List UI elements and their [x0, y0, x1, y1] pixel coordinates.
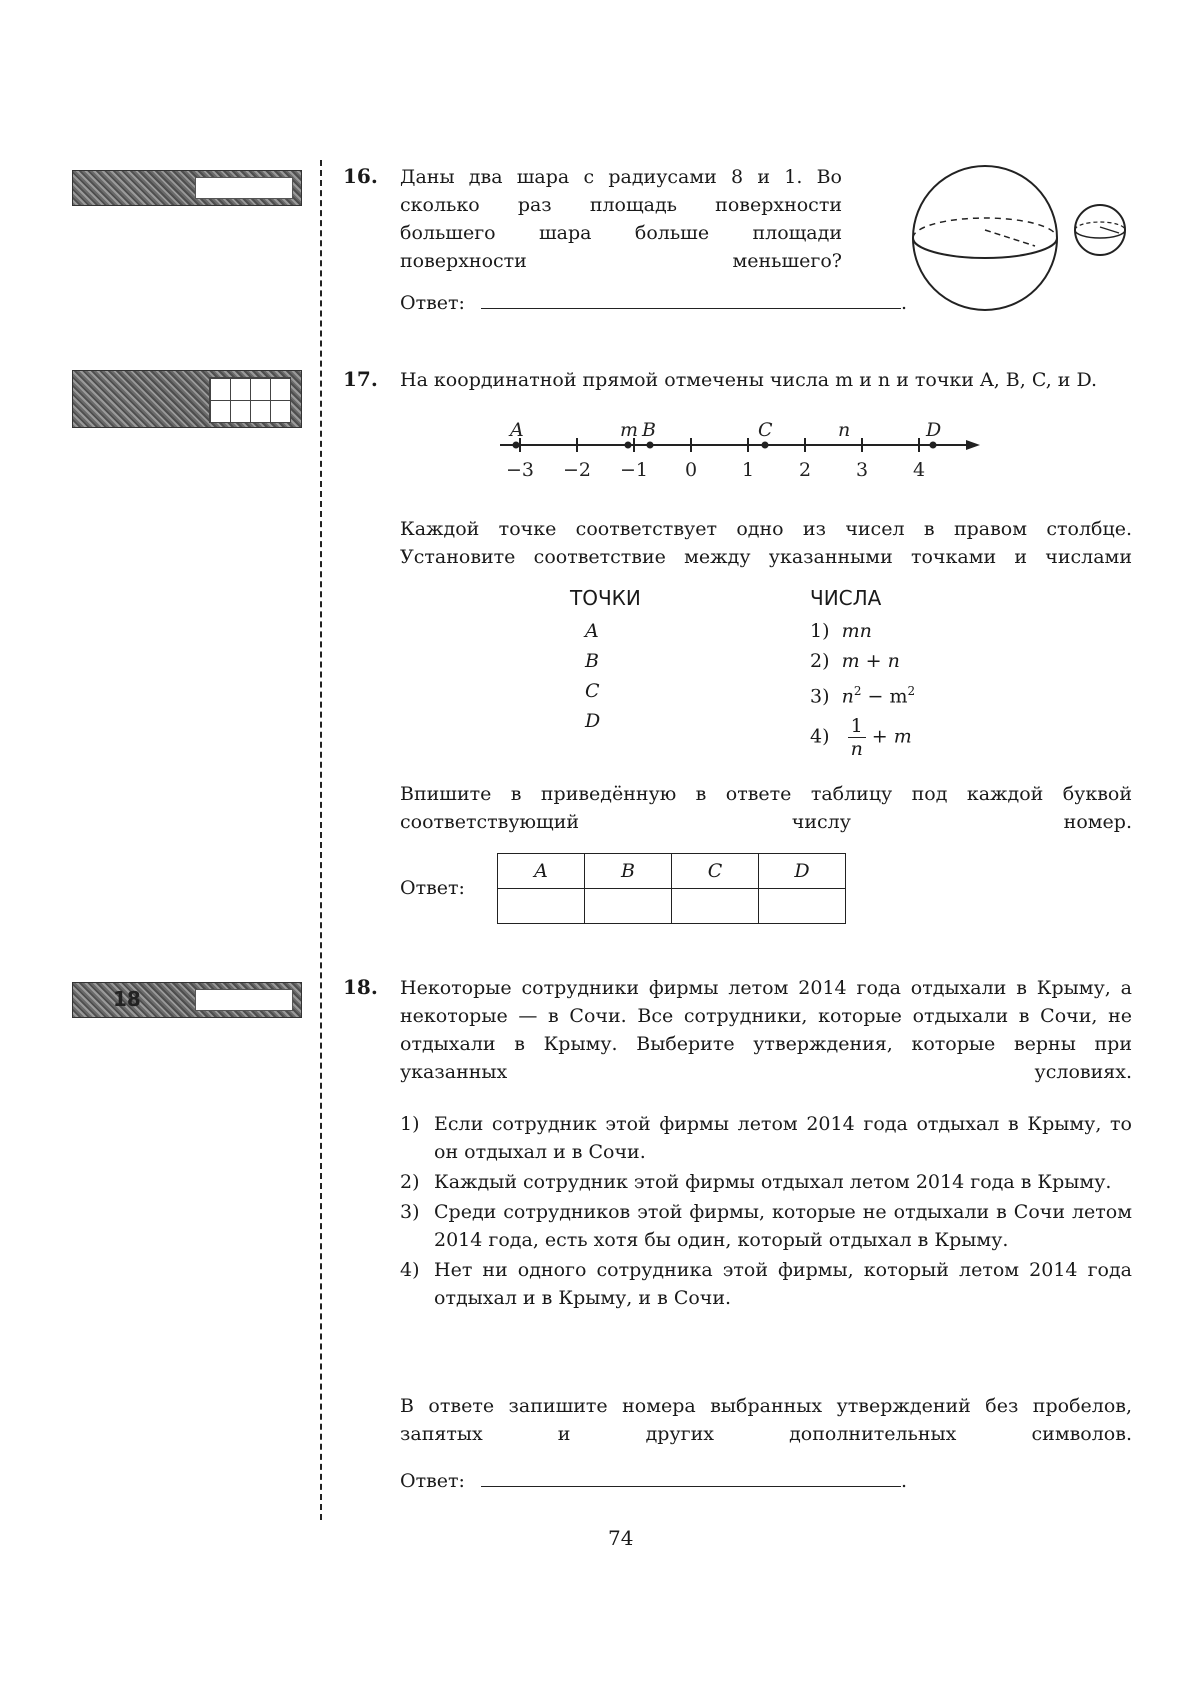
- answer-cell-C[interactable]: [672, 889, 759, 924]
- option-2-number: 2): [810, 650, 830, 672]
- point-D: D: [585, 710, 601, 732]
- list-item: 1) Если сотрудник этой фирмы летом 2014 года отдыхал в Крыму, то он отдыхал и в Сочи.: [400, 1113, 1132, 1163]
- numbers-column: [810, 616, 915, 760]
- tick-label: 4: [912, 459, 926, 481]
- problem-17-instruction: Впишите в приведённую в ответе таблицу под каждой буквой соответствующий числу номер.: [400, 783, 1132, 833]
- option-4-fraction: $\frac{1}{n}$: [848, 715, 866, 760]
- tick-label: −1: [619, 459, 649, 481]
- problem-18-text: Некоторые сотрудники фирмы летом 2014 года отдыхали в Крыму, а некоторые — в Сочи. Все сотрудники, которые отдыхали в Сочи, не отдыхали в Крыму. Выберите утверждения, которые верны при указанных условиях.: [400, 977, 1132, 1083]
- problem-17-intro: На координатной прямой отмечены числа m и n и точки A, B, C, и D.: [400, 369, 1098, 391]
- answer-cell-D[interactable]: [759, 889, 846, 924]
- option-4-number: 4): [810, 725, 830, 748]
- answer-table-header-C: C: [672, 854, 759, 889]
- answer-table-header-B: B: [585, 854, 672, 889]
- axis-point-B: B: [642, 419, 656, 441]
- answer-box-18: [72, 982, 302, 1018]
- problem-16-answer-label: Ответ:: [400, 292, 465, 314]
- option-1-number: 1): [810, 620, 830, 642]
- answer-table-header-D: D: [759, 854, 846, 889]
- option-4-tail: + m: [871, 725, 912, 748]
- answer-table-17: [497, 853, 846, 924]
- spheres-figure: [905, 158, 1135, 338]
- page-number: 74: [608, 1526, 634, 1550]
- option-3-exp: 2: [853, 684, 862, 698]
- option-3-number: 3): [810, 685, 830, 708]
- point-A: A: [585, 620, 599, 642]
- points-column: [585, 616, 600, 736]
- tick-label: 1: [741, 459, 755, 481]
- point-C: C: [585, 680, 600, 702]
- option-1-expr: mn: [841, 620, 872, 642]
- problem-16-number: 16.: [343, 164, 378, 188]
- cut-line: [320, 160, 322, 1520]
- numbers-header: ЧИСЛА: [810, 586, 882, 610]
- option-3-minus-m: − m: [861, 685, 908, 708]
- axis-point-n: n: [838, 419, 851, 441]
- axis-point-C: C: [758, 419, 773, 441]
- problem-16-text: Даны два шара с радиусами 8 и 1. Во сколько раз площадь поверхности большего шара больше площади поверхности меньшего?: [400, 166, 842, 272]
- list-item: 2) Каждый сотрудник этой фирмы отдыхал летом 2014 года в Крыму.: [400, 1171, 1112, 1193]
- tick-label: 3: [855, 459, 869, 481]
- problem-16-answer: Ответ: .: [400, 288, 907, 317]
- problem-18-answer-label: Ответ:: [400, 1470, 465, 1492]
- problem-17-answer-label: Ответ:: [400, 877, 465, 899]
- tick-label: 2: [798, 459, 812, 481]
- problem-17-text: Каждой точке соответствует одно из чисел в правом столбце. Установите соответствие между указанными точками и числами: [400, 518, 1132, 568]
- tick-label: −2: [562, 459, 592, 481]
- problem-18-number: 18.: [343, 975, 378, 999]
- list-item: 3) Среди сотрудников этой фирмы, которые не отдыхали в Сочи летом 2014 года, есть хотя бы один, который отдыхал в Крыму.: [400, 1201, 1132, 1251]
- points-header: ТОЧКИ: [570, 586, 641, 610]
- answer-line-16[interactable]: [481, 288, 901, 309]
- answer-box-16: [72, 170, 302, 206]
- answer-cell-B[interactable]: [585, 889, 672, 924]
- list-item: 4) Нет ни одного сотрудника этой фирмы, который летом 2014 года отдыхал и в Крыму, и в Сочи.: [400, 1259, 1132, 1309]
- axis-point-D: D: [926, 419, 942, 441]
- point-B: B: [585, 650, 599, 672]
- problem-18-answer: Ответ: .: [400, 1466, 907, 1495]
- problem-18-items: [400, 1110, 1132, 1312]
- problem-17-number: 17.: [343, 367, 378, 391]
- answer-line-18[interactable]: [481, 1466, 901, 1487]
- option-2-expr: m + n: [841, 650, 900, 672]
- problem-18-instruction: В ответе запишите номера выбранных утверждений без пробелов, запятых и других дополнительных символов.: [400, 1395, 1132, 1445]
- answer-box-18-number: 18: [113, 987, 141, 1011]
- answer-cell-A[interactable]: [498, 889, 585, 924]
- axis-point-A: A: [510, 419, 524, 441]
- number-line: [490, 412, 990, 482]
- option-3-exp2: 2: [907, 684, 916, 698]
- answer-box-17: [72, 370, 302, 428]
- answer-table-header-A: A: [498, 854, 585, 889]
- tick-label: 0: [684, 459, 698, 481]
- option-3-expr: n: [841, 685, 854, 708]
- tick-label: −3: [505, 459, 535, 481]
- axis-point-m: m: [620, 419, 639, 441]
